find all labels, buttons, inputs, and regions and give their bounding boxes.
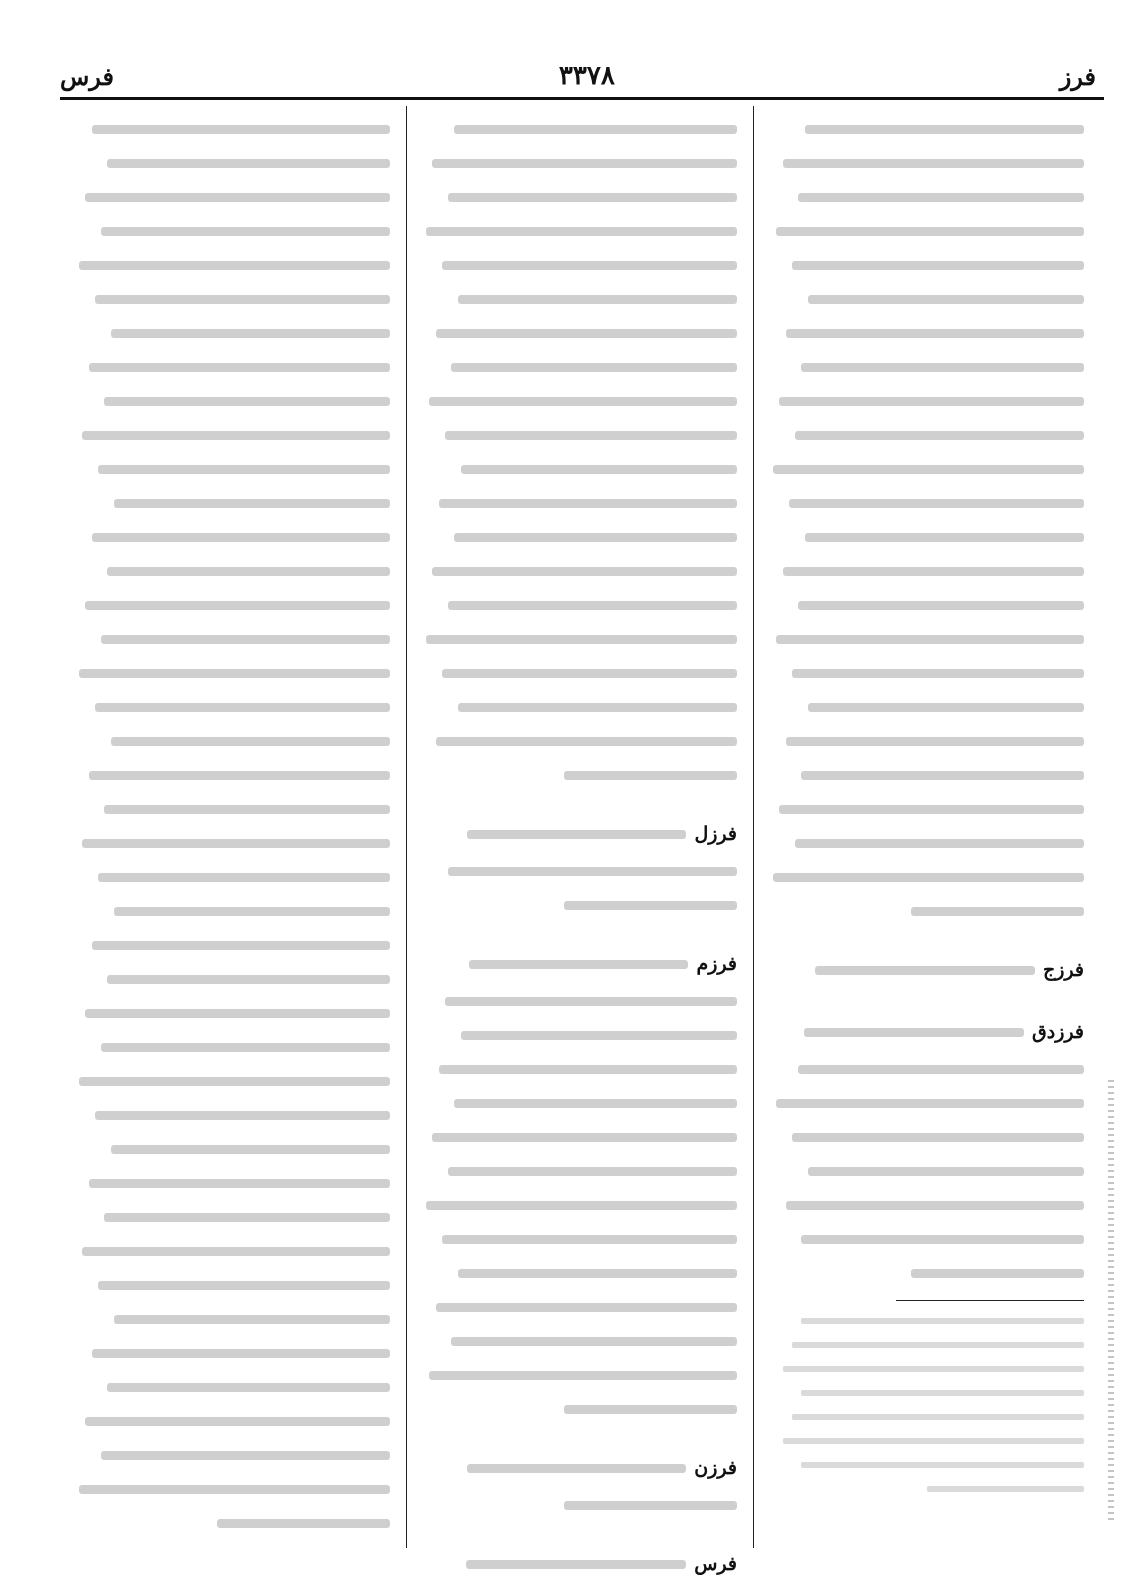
spacer: [423, 1522, 737, 1540]
footnote-line: [770, 1357, 1084, 1381]
text-line: [76, 214, 390, 248]
text-line: [770, 384, 1084, 418]
spacer: [423, 1426, 737, 1444]
text-line: [770, 1154, 1084, 1188]
text-line: [76, 520, 390, 554]
text-line: [76, 248, 390, 282]
text-line: [423, 418, 737, 452]
text-columns: [60, 106, 1100, 1575]
text-line: [770, 588, 1084, 622]
text-line: [423, 690, 737, 724]
text-line: [423, 888, 737, 922]
text-line: [76, 1302, 390, 1336]
text-line: [770, 180, 1084, 214]
text-line: [423, 214, 737, 248]
text-line: [76, 724, 390, 758]
text-line: [423, 282, 737, 316]
text-line: [423, 1256, 737, 1290]
text-line: [770, 282, 1084, 316]
text-line: [770, 554, 1084, 588]
text-line: [423, 588, 737, 622]
text-line: [76, 962, 390, 996]
text-line: [423, 1188, 737, 1222]
text-line: [770, 860, 1084, 894]
text-line: [76, 1506, 390, 1540]
text-line: [770, 146, 1084, 180]
footnote-line: [770, 1309, 1084, 1333]
page-number: ٣٣٧٨: [558, 61, 615, 91]
text-line: [770, 316, 1084, 350]
text-line: [76, 1166, 390, 1200]
text-line: [770, 826, 1084, 860]
text-line: [76, 792, 390, 826]
text-line: [770, 112, 1084, 146]
header-rule: [60, 97, 1104, 100]
text-line: [423, 1358, 737, 1392]
text-line: [76, 860, 390, 894]
text-line: [423, 248, 737, 282]
entry-headword-text: فرزج: [1042, 959, 1084, 981]
text-line: [423, 1324, 737, 1358]
text-line: [76, 996, 390, 1030]
text-line: [76, 1268, 390, 1302]
entry-headword-text: فرزم: [696, 953, 737, 975]
text-line: [770, 724, 1084, 758]
entry-headword: [423, 950, 737, 978]
text-line: [76, 180, 390, 214]
entry-headword: [770, 1018, 1084, 1046]
entry-headword-text: فرزدق: [1032, 1021, 1084, 1043]
text-line: [423, 146, 737, 180]
footnote-line: [770, 1453, 1084, 1477]
text-line: [423, 452, 737, 486]
text-line: [76, 146, 390, 180]
spacer: [770, 928, 1084, 946]
text-line: [423, 984, 737, 1018]
text-line: [423, 1488, 737, 1522]
scan-edge-strip: [1108, 1080, 1114, 1520]
entry-headword: [423, 820, 737, 848]
footnote-line: [770, 1333, 1084, 1357]
text-line: [76, 588, 390, 622]
entry-headword-text: فرزل: [694, 823, 737, 845]
text-line: [76, 690, 390, 724]
text-line: [76, 486, 390, 520]
text-line: [423, 622, 737, 656]
text-line: [76, 350, 390, 384]
text-line: [770, 1222, 1084, 1256]
running-head: [60, 56, 1096, 96]
text-line: [423, 1052, 737, 1086]
text-line: [76, 1472, 390, 1506]
footnote-line: [770, 1381, 1084, 1405]
text-line: [770, 792, 1084, 826]
column-left: [60, 106, 406, 1548]
text-line: [76, 894, 390, 928]
running-head-right-word: فرز: [1059, 61, 1096, 91]
text-line: [770, 248, 1084, 282]
text-line: [770, 1188, 1084, 1222]
text-line: [76, 826, 390, 860]
text-line: [76, 282, 390, 316]
text-line: [770, 452, 1084, 486]
text-line: [423, 1222, 737, 1256]
footnote-line: [770, 1405, 1084, 1429]
text-line: [770, 758, 1084, 792]
text-line: [76, 656, 390, 690]
text-line: [76, 1200, 390, 1234]
text-line: [76, 1234, 390, 1268]
column-right: [753, 106, 1100, 1548]
text-line: [423, 350, 737, 384]
text-line: [76, 1132, 390, 1166]
text-line: [76, 1064, 390, 1098]
entry-headword-text: فرس: [694, 1553, 737, 1575]
text-line: [423, 316, 737, 350]
text-line: [770, 1086, 1084, 1120]
text-line: [76, 1404, 390, 1438]
text-line: [76, 1370, 390, 1404]
text-line: [770, 656, 1084, 690]
text-line: [76, 112, 390, 146]
text-line: [770, 520, 1084, 554]
text-line: [76, 758, 390, 792]
text-line: [423, 1120, 737, 1154]
text-line: [770, 622, 1084, 656]
entry-headword: [423, 1454, 737, 1482]
text-line: [423, 854, 737, 888]
text-line: [770, 418, 1084, 452]
text-line: [76, 384, 390, 418]
text-line: [423, 554, 737, 588]
text-line: [770, 214, 1084, 248]
text-line: [423, 724, 737, 758]
spacer: [770, 990, 1084, 1008]
text-line: [76, 452, 390, 486]
spacer: [423, 792, 737, 810]
running-head-left-word: فرس: [60, 61, 115, 91]
text-line: [423, 1290, 737, 1324]
text-line: [76, 1336, 390, 1370]
spacer: [423, 922, 737, 940]
text-line: [76, 418, 390, 452]
entry-headword: [423, 1550, 737, 1578]
text-line: [423, 1154, 737, 1188]
text-line: [76, 1098, 390, 1132]
text-line: [423, 112, 737, 146]
entry-headword-text: فرزن: [694, 1457, 737, 1479]
text-line: [770, 894, 1084, 928]
footnote-line: [770, 1429, 1084, 1453]
text-line: [770, 690, 1084, 724]
text-line: [423, 656, 737, 690]
text-line: [423, 1086, 737, 1120]
text-line: [423, 1018, 737, 1052]
text-line: [423, 486, 737, 520]
text-line: [423, 384, 737, 418]
text-line: [770, 1120, 1084, 1154]
text-line: [76, 1438, 390, 1472]
text-line: [76, 622, 390, 656]
footnote-rule: [896, 1300, 1084, 1301]
text-line: [423, 180, 737, 214]
entry-headword: [770, 956, 1084, 984]
text-line: [770, 350, 1084, 384]
text-line: [423, 520, 737, 554]
text-line: [770, 486, 1084, 520]
footnote-line: [770, 1477, 1084, 1501]
column-middle: [406, 106, 753, 1575]
text-line: [76, 316, 390, 350]
text-line: [76, 928, 390, 962]
text-line: [770, 1052, 1084, 1086]
text-line: [423, 758, 737, 792]
text-line: [76, 1030, 390, 1064]
text-line: [423, 1392, 737, 1426]
text-line: [770, 1256, 1084, 1290]
text-line: [76, 554, 390, 588]
